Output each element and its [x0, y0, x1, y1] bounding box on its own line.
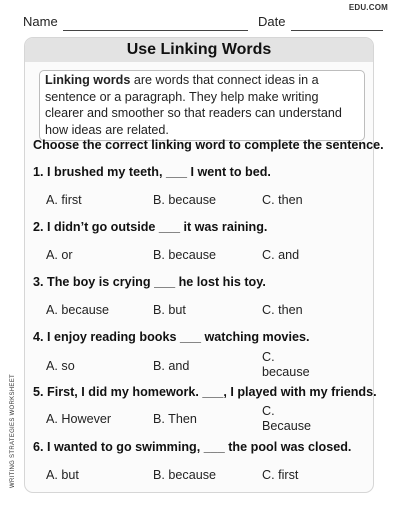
option-a[interactable]: A. or	[46, 248, 73, 262]
question-text: I didn’t go outside ___ it was raining.	[47, 220, 268, 234]
question-number: 5.	[33, 385, 44, 399]
name-label: Name	[23, 14, 58, 29]
option-a[interactable]: A. so	[46, 359, 75, 373]
question-text: The boy is crying ___ he lost his toy.	[47, 275, 266, 289]
worksheet	[24, 37, 384, 493]
option-b[interactable]: B. but	[153, 303, 186, 317]
question-5	[33, 385, 377, 399]
question-1	[33, 165, 373, 179]
question-number: 2.	[33, 220, 44, 234]
option-c[interactable]: C. because	[262, 350, 310, 379]
question-number: 1.	[33, 165, 44, 179]
worksheet-title: Use Linking Words	[25, 38, 373, 62]
intro-box	[39, 70, 365, 141]
question-6	[33, 440, 373, 454]
option-b[interactable]: B. because	[153, 468, 217, 482]
option-c[interactable]: C. and	[262, 248, 300, 262]
option-b[interactable]: B. because	[153, 193, 217, 207]
brand-logo: EDU.COM	[348, 3, 388, 12]
option-a[interactable]: A. first	[46, 193, 82, 207]
question-text: I brushed my teeth, ___ I went to bed.	[47, 165, 271, 179]
option-c[interactable]: C. Because	[262, 404, 312, 433]
option-a[interactable]: A. However	[46, 412, 112, 426]
option-a[interactable]: A. because	[46, 303, 110, 317]
option-b[interactable]: B. and	[153, 359, 190, 373]
option-c[interactable]: C. then	[262, 303, 303, 317]
name-line	[63, 30, 248, 31]
question-text: I wanted to go swimming, ___ the pool was closed.	[47, 440, 352, 454]
question-2	[33, 220, 373, 234]
instruction: Choose the correct linking word to complete the sentence.	[33, 138, 384, 152]
question-text: I enjoy reading books ___ watching movies.	[47, 330, 310, 344]
option-b[interactable]: B. because	[153, 248, 217, 262]
option-c[interactable]: C. first	[262, 468, 299, 482]
date-line	[291, 30, 383, 31]
option-a[interactable]: A. but	[46, 468, 79, 482]
side-label: WRITING STRATEGIES WORKSHEET	[10, 374, 16, 488]
intro-term: Linking words	[45, 73, 131, 87]
intro-text: are words that connect ideas in a sentence or a paragraph. They help make writing clearer and smoother so that readers can understand how ideas are related.	[45, 73, 342, 137]
date-label: Date	[258, 14, 286, 29]
question-number: 3.	[33, 275, 44, 289]
question-text: First, I did my homework. ___, I played with my friends.	[47, 385, 377, 399]
question-3	[33, 275, 373, 289]
option-c[interactable]: C. then	[262, 193, 303, 207]
question-number: 4.	[33, 330, 44, 344]
question-number: 6.	[33, 440, 44, 454]
option-b[interactable]: B. Then	[153, 412, 197, 426]
question-4	[33, 330, 373, 344]
